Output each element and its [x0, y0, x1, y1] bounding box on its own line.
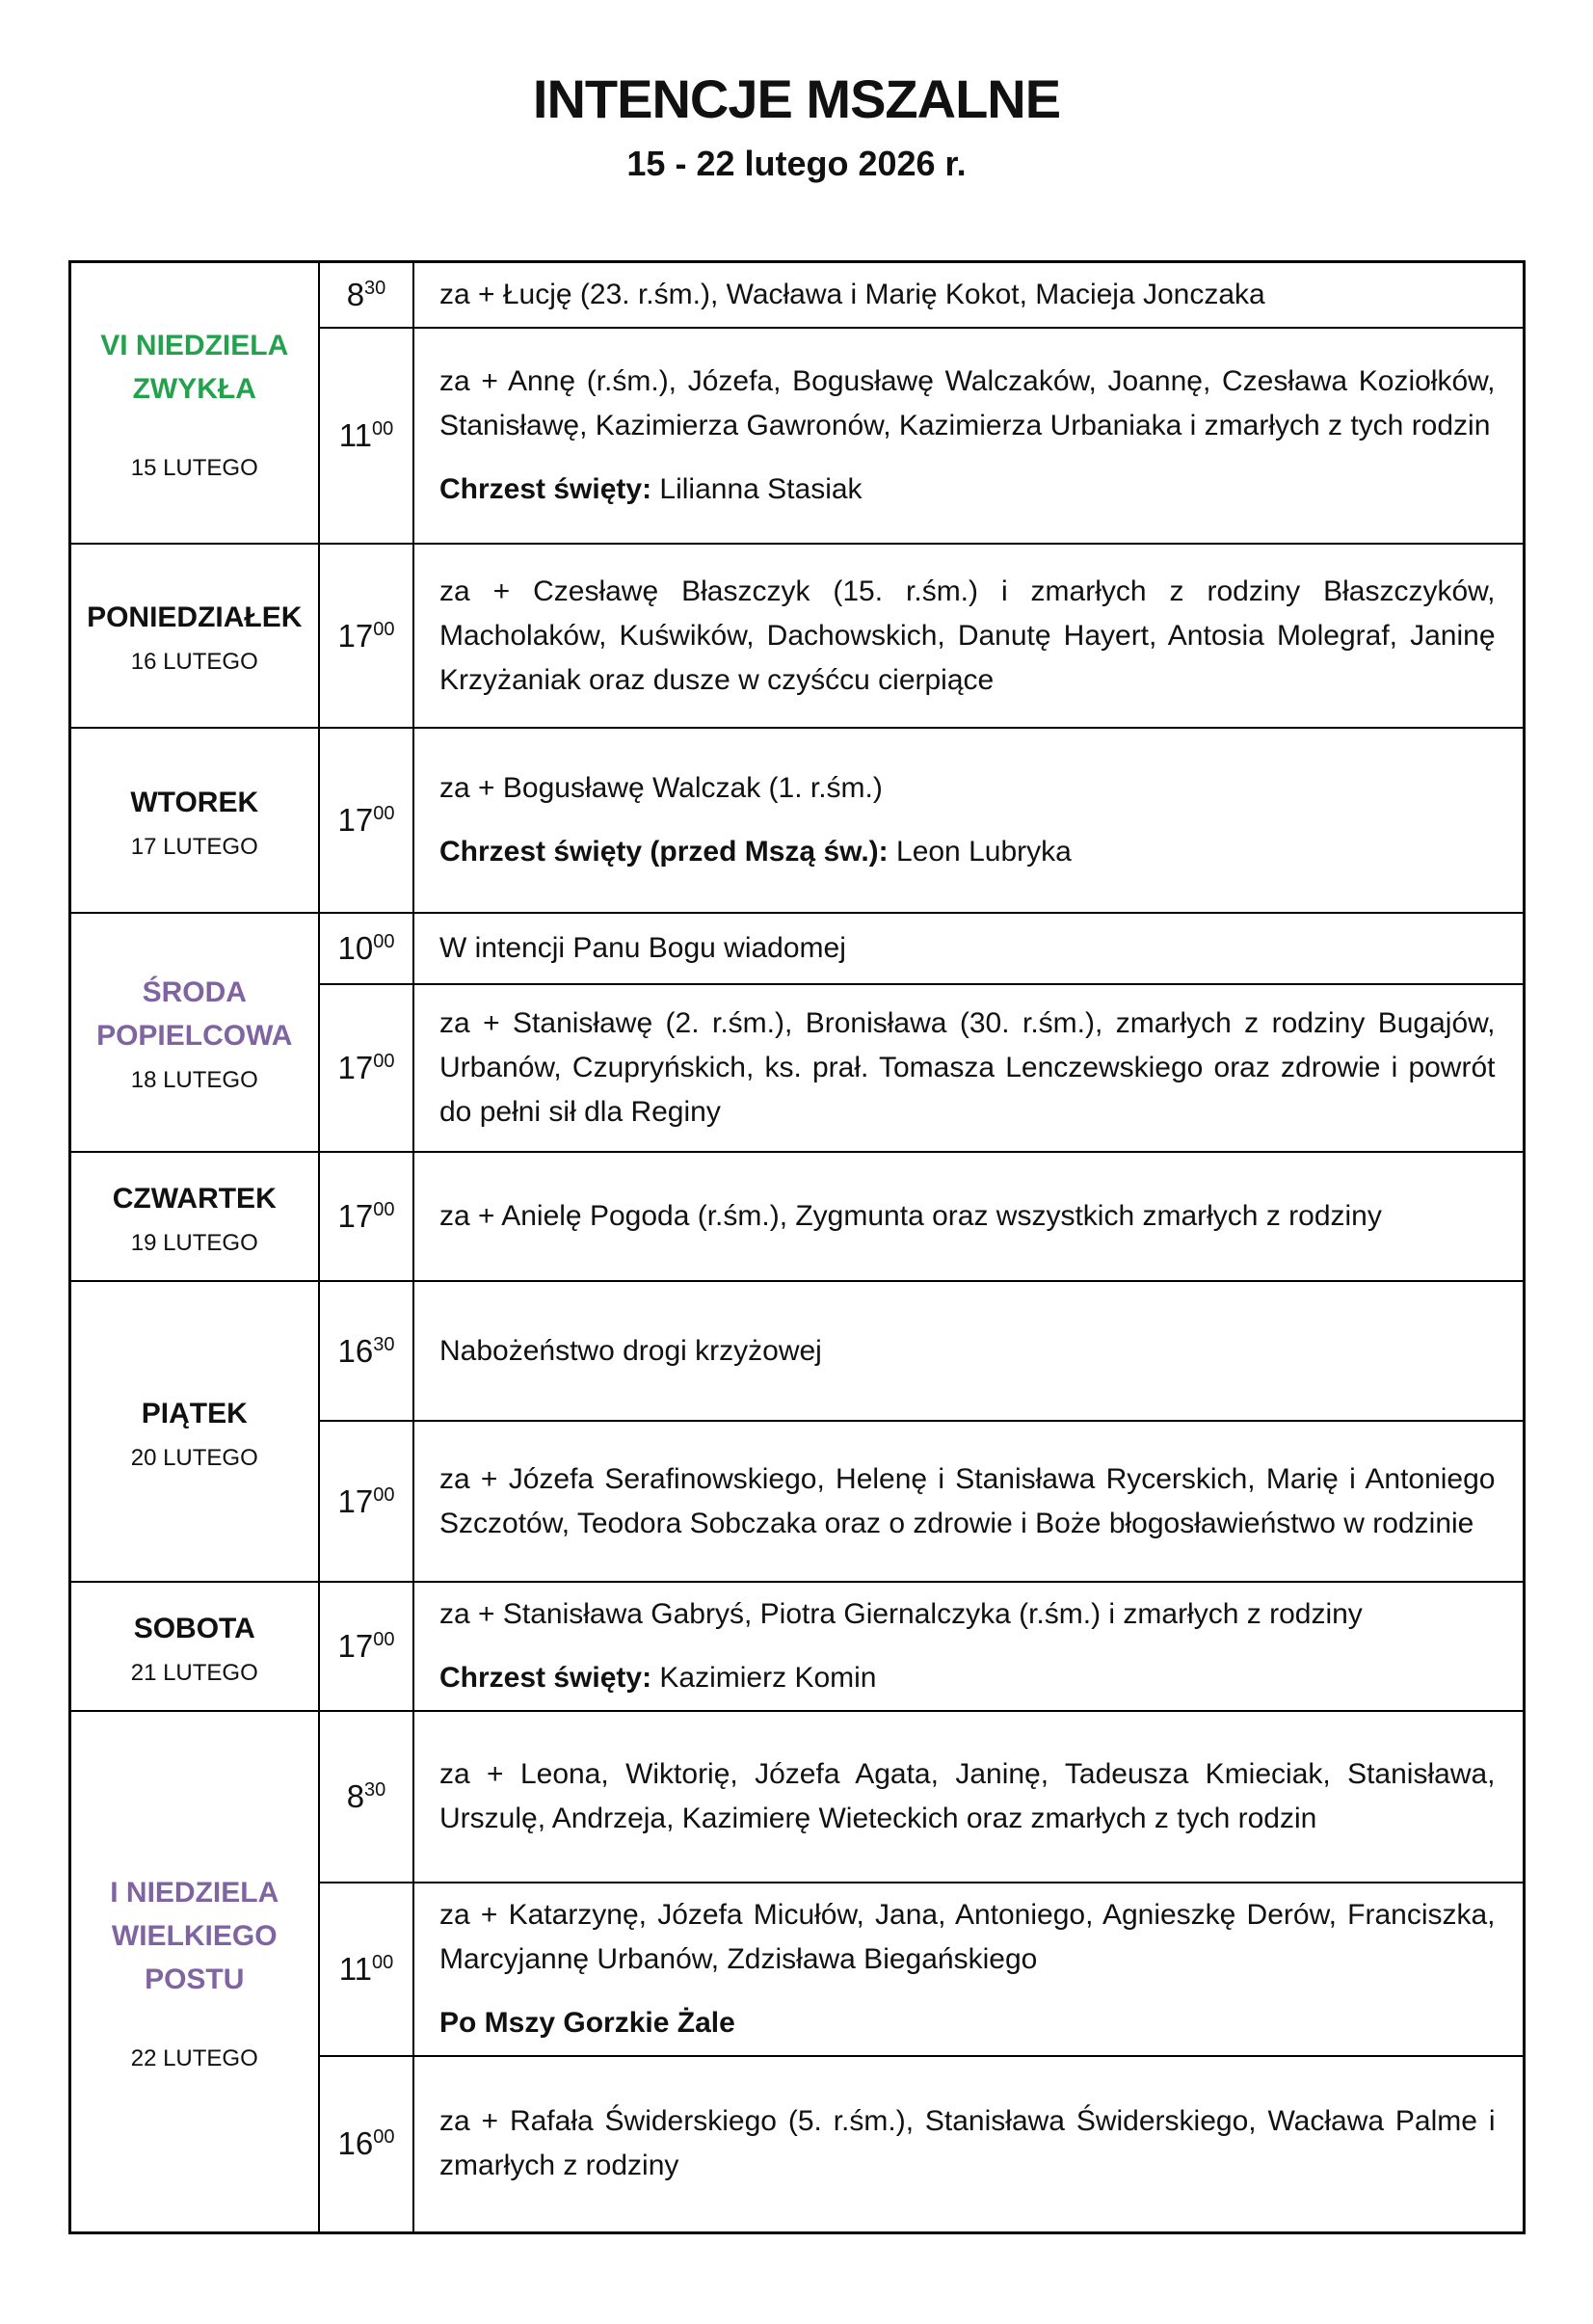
mass-time-hour: 17 — [337, 1483, 374, 1519]
day-date: 18 LUTEGO — [130, 1067, 258, 1093]
day-name: VI NIEDZIELA ZWYKŁA — [100, 330, 289, 405]
mass-time-hour: 8 — [346, 1778, 365, 1814]
intention-text: za + Bogusławę Walczak (1. r.śm.) — [439, 772, 883, 804]
table-row — [69, 262, 1524, 329]
day-name: PONIEDZIAŁEK — [87, 601, 303, 633]
intention-cell — [413, 262, 1524, 329]
day-date: 16 LUTEGO — [130, 649, 258, 675]
table-row — [69, 1281, 1524, 1421]
intention-cell — [413, 1152, 1524, 1281]
intention-cell — [413, 328, 1524, 544]
table-row — [69, 913, 1524, 984]
mass-time-hour: 8 — [346, 277, 365, 312]
page-subtitle: 15 - 22 lutego 2026 r. — [626, 144, 967, 183]
mass-time-minutes: 00 — [373, 2126, 395, 2149]
mass-time-minutes: 00 — [373, 1051, 395, 1072]
day-cell-friday — [69, 1281, 319, 1582]
mass-time — [319, 262, 413, 329]
mass-time-minutes: 00 — [373, 1483, 395, 1506]
intention-text: za + Józefa Serafinowskiego, Helenę i Stanisława Rycerskich, Marię i Antoniego Szczotów, Teodora Sobczaka oraz o zdrowie i Boże błogosławieństwo w rodzinie — [439, 1462, 1496, 1539]
day-name: SOBOTA — [133, 1612, 255, 1644]
mass-time — [319, 1883, 413, 2056]
mass-time — [319, 984, 413, 1152]
note-value: Leon Lubryka — [888, 836, 1072, 868]
intention-cell — [413, 728, 1524, 913]
day-date: 22 LUTEGO — [130, 2044, 258, 2071]
lent-service-note — [439, 2001, 1496, 2045]
note-label: Po Mszy Gorzkie Żale — [439, 2007, 735, 2039]
mass-time-minutes: 00 — [372, 1952, 394, 1973]
intention-cell — [413, 1421, 1524, 1582]
intention-text: za + Annę (r.śm.), Józefa, Bogusławę Walczaków, Joannę, Czesława Koziołków, Stanisławę, Kazimierza Gawronów, Kazimierza Urbaniaka i zmarłych z tych rodzin — [439, 365, 1496, 441]
mass-time — [319, 1711, 413, 1883]
note-value: Kazimierz Komin — [651, 1662, 877, 1694]
mass-time-minutes: 00 — [373, 618, 395, 640]
mass-time — [319, 1152, 413, 1281]
baptism-note — [439, 467, 1496, 512]
mass-time-hour: 17 — [337, 1628, 374, 1664]
day-name: I NIEDZIELA WIELKIEGO POSTU — [110, 1876, 279, 1995]
mass-time-hour: 17 — [337, 1198, 374, 1234]
day-cell-saturday — [69, 1582, 319, 1711]
day-date: 15 LUTEGO — [130, 455, 258, 481]
mass-time-minutes: 00 — [373, 931, 395, 952]
day-cell-thursday — [69, 1152, 319, 1281]
intention-cell — [413, 1711, 1524, 1883]
intention-text: za + Stanisławę (2. r.śm.), Bronisława (30. r.śm.), zmarłych z rodziny Bugajów, Urbanów, Czupryńskich, ks. prał. Tomasza Lenczewskiego oraz zdrowie i powrót do pełni sił dla Reginy — [439, 1007, 1496, 1128]
mass-time-minutes: 00 — [372, 418, 394, 440]
intention-text: za + Stanisława Gabryś, Piotra Giernalczyka (r.śm.) i zmarłych z rodziny — [439, 1598, 1363, 1630]
mass-time-minutes: 30 — [364, 1779, 386, 1801]
mass-time-minutes: 30 — [364, 278, 386, 299]
table-row — [69, 728, 1524, 913]
day-cell-monday — [69, 544, 319, 728]
day-date: 20 LUTEGO — [130, 1444, 258, 1471]
intention-cell — [413, 544, 1524, 728]
day-name: ŚRODA POPIELCOWA — [96, 976, 293, 1052]
note-label: Chrzest święty (przed Mszą św.): — [439, 836, 889, 868]
intention-text: za + Rafała Świderskiego (5. r.śm.), Stanisława Świderskiego, Wacława Palme i zmarłych z rodziny — [439, 2105, 1496, 2182]
day-date: 17 LUTEGO — [130, 833, 258, 860]
day-name: CZWARTEK — [112, 1182, 277, 1215]
intention-cell — [413, 2056, 1524, 2232]
table-row — [69, 544, 1524, 728]
mass-time — [319, 913, 413, 984]
mass-time — [319, 544, 413, 728]
mass-time — [319, 2056, 413, 2232]
mass-time — [319, 728, 413, 913]
mass-time-hour: 16 — [337, 1332, 374, 1369]
table-row — [69, 1152, 1524, 1281]
day-date: 21 LUTEGO — [130, 1659, 258, 1686]
intention-text: za + Leona, Wiktorię, Józefa Agata, Janinę, Tadeusza Kmieciak, Stanisława, Urszulę, Andrzeja, Kazimierę Wieteckich oraz zmarłych z tych rodzin — [439, 1758, 1496, 1834]
mass-intentions-table — [68, 260, 1526, 2234]
day-cell-ash-wednesday — [69, 913, 319, 1152]
day-date: 19 LUTEGO — [130, 1229, 258, 1256]
mass-time-minutes: 00 — [373, 1629, 395, 1650]
intention-text: Nabożeństwo drogi krzyżowej — [439, 1334, 822, 1367]
page-title: INTENCJE MSZALNE — [532, 68, 1061, 129]
intention-cell — [413, 1582, 1524, 1711]
mass-time — [319, 1582, 413, 1711]
intention-cell — [413, 913, 1524, 984]
day-cell-tuesday — [69, 728, 319, 913]
mass-time-hour: 11 — [338, 417, 372, 453]
mass-time — [319, 1281, 413, 1421]
day-name: PIĄTEK — [141, 1397, 248, 1429]
table-row — [69, 1582, 1524, 1711]
mass-time-minutes: 30 — [373, 1333, 395, 1355]
mass-time — [319, 328, 413, 544]
intention-cell — [413, 1883, 1524, 2056]
intention-text: za + Łucję (23. r.śm.), Wacława i Marię Kokot, Macieja Jonczaka — [439, 279, 1265, 310]
note-label: Chrzest święty: — [439, 473, 652, 505]
note-value: Lilianna Stasiak — [651, 473, 863, 505]
mass-time-minutes: 00 — [373, 1199, 395, 1220]
intention-text: za + Czesławę Błaszczyk (15. r.śm.) i zmarłych z rodziny Błaszczyków, Macholaków, Kuświków, Dachowskich, Danutę Hayert, Antosia Molegraf, Janinę Krzyżaniak oraz dusze w czyśćcu cierpiące — [439, 574, 1496, 696]
intention-text: za + Anielę Pogoda (r.śm.), Zygmunta oraz wszystkich zmarłych z rodziny — [439, 1200, 1382, 1232]
mass-time — [319, 1421, 413, 1582]
note-label: Chrzest święty: — [439, 1662, 652, 1694]
intention-cell — [413, 984, 1524, 1152]
mass-time-hour: 16 — [337, 2125, 374, 2162]
mass-time-hour: 10 — [337, 930, 374, 966]
mass-time-hour: 17 — [337, 617, 374, 654]
baptism-note — [439, 830, 1496, 874]
day-cell-sunday-vi — [69, 262, 319, 545]
mass-time-hour: 17 — [337, 1050, 374, 1085]
table-row — [69, 1711, 1524, 1883]
mass-time-hour: 11 — [338, 1951, 372, 1987]
day-cell-sunday-lent-i — [69, 1711, 319, 2232]
day-name: WTOREK — [130, 786, 259, 818]
mass-time-hour: 17 — [337, 802, 374, 838]
mass-time-minutes: 00 — [373, 803, 395, 824]
intention-text: za + Katarzynę, Józefa Micułów, Jana, Antoniego, Agnieszkę Derów, Franciszka, Marcyjannę Urbanów, Zdzisława Biegańskiego — [439, 1899, 1496, 1975]
baptism-note — [439, 1656, 1496, 1700]
intention-cell — [413, 1281, 1524, 1421]
intention-text: W intencji Panu Bogu wiadomej — [439, 932, 846, 964]
